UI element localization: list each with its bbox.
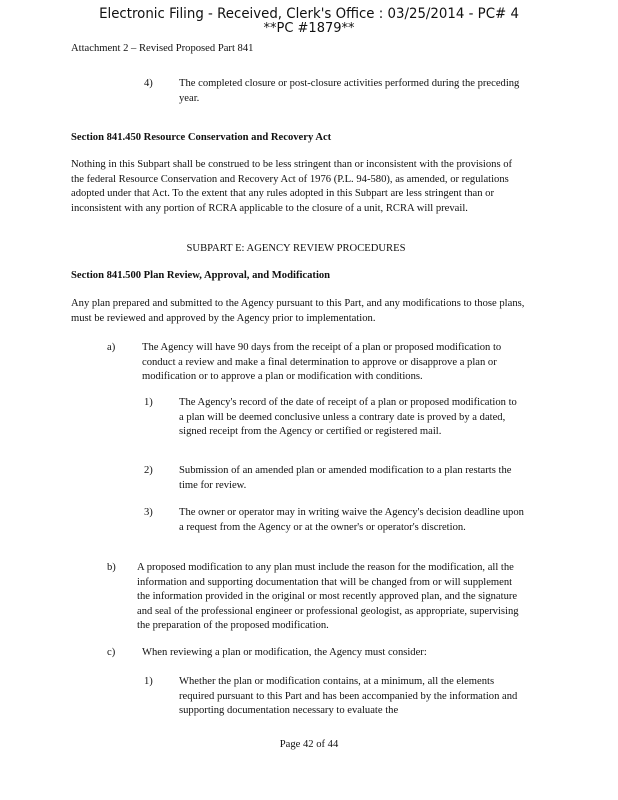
item-letter: a)	[107, 342, 116, 353]
pc-number-header: **PC #1879**	[263, 21, 355, 36]
item-text: The completed closure or post-closure activities performed during the preceding year.	[179, 78, 520, 104]
subpart-heading: SUBPART E: AGENCY REVIEW PROCEDURES	[186, 243, 406, 254]
filing-stamp-header: Electronic Filing - Received, Clerk's Office : 03/25/2014 - PC# 4	[99, 6, 519, 22]
item-text: A proposed modification to any plan must include the reason for the modification, all the information and supporting documentation that will be changed from or will supplement the information provided in the original or most recently approved plan, and the signature and seal of the professional engineer or professional geologist, as appropriate, supervising the preparation of the proposed modification.	[137, 562, 519, 632]
section-paragraph: Any plan prepared and submitted to the Agency pursuant to this Part, and any modifications to those plans, must be reviewed and approved by the Agency prior to implementation.	[71, 298, 525, 324]
item-text: The Agency will have 90 days from the receipt of a plan or proposed modification to conduct a review and make a final determination to approve or disapprove a plan or modification or to approve a plan or modification with conditions.	[142, 342, 502, 383]
item-text: The Agency's record of the date of receipt of a plan or proposed modification to a plan will be deemed conclusive unless a contrary date is proved by a dated, signed receipt from the Agency or certified or registered mail.	[179, 397, 517, 438]
item-number: 3)	[144, 507, 153, 518]
page-number: Page 42 of 44	[279, 739, 339, 750]
item-number: 1)	[144, 676, 153, 687]
item-number: 4)	[144, 78, 153, 89]
item-letter: b)	[107, 562, 116, 573]
item-number: 1)	[144, 397, 153, 408]
section-heading: Section 841.500 Plan Review, Approval, and Modification	[71, 270, 331, 281]
item-text: The owner or operator may in writing waive the Agency's decision deadline upon a request from the Agency or at the owner's or operator's discretion.	[179, 507, 524, 533]
item-text: When reviewing a plan or modification, the Agency must consider:	[142, 647, 427, 658]
item-number: 2)	[144, 465, 153, 476]
item-text: Whether the plan or modification contains, at a minimum, all the elements required pursuant to this Part and has been accompanied by the information and supporting documentation necessary to evaluate the	[179, 676, 518, 717]
item-letter: c)	[107, 647, 116, 658]
attachment-title: Attachment 2 – Revised Proposed Part 841	[71, 43, 254, 54]
section-paragraph: Nothing in this Subpart shall be construed to be less stringent than or inconsistent with the provisions of the federal Resource Conservation and Recovery Act of 1976 (P.L. 94-580), as amended, or regulations adopted under that Act. To the extent that any rules adopted in this Subpart are less stringent than or inconsistent with any portion of RCRA applicable to the closure of a unit, RCRA will prevail.	[71, 159, 513, 214]
section-heading: Section 841.450 Resource Conservation and Recovery Act	[71, 132, 332, 143]
item-text: Submission of an amended plan or amended modification to a plan restarts the time for review.	[179, 465, 512, 491]
